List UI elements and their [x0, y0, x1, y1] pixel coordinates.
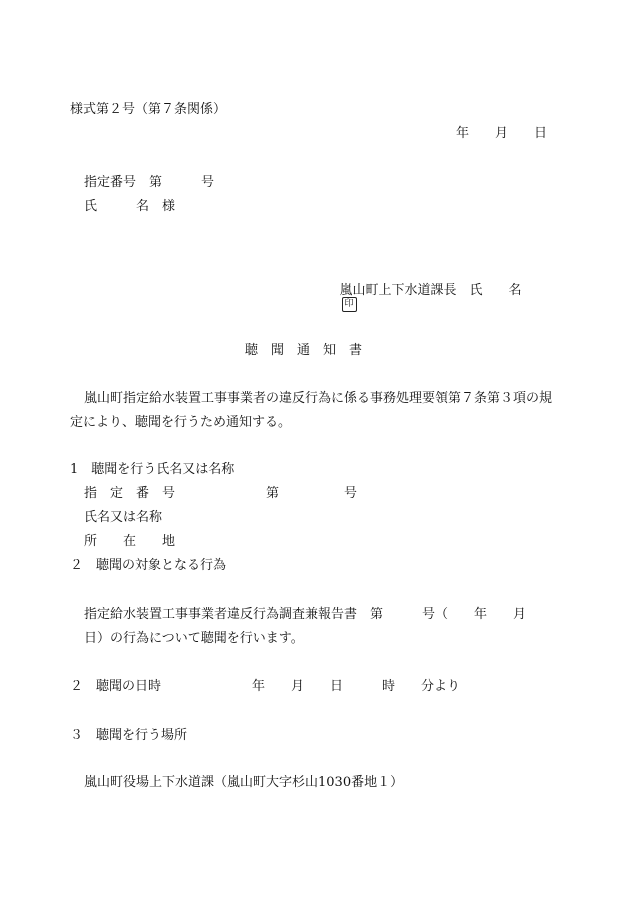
- section-1-name: 氏名又は名称: [84, 510, 163, 525]
- form-number: 様式第２号（第７条関係）: [70, 102, 227, 117]
- section-1-address: 所 在 地: [84, 534, 176, 549]
- sender-line: [323, 271, 522, 325]
- section-2-detail-2: 日）の行為について聴聞を行います。: [84, 631, 304, 646]
- section-2-heading: ２ 聴聞の対象となる行為: [70, 558, 227, 573]
- section-2-detail-1: 指定給水装置工事事業者違反行為調査兼報告書 第 号（ 年 月: [84, 607, 527, 622]
- section-3-place: 嵐山町役場上下水道課（嵐山町大字杉山1030番地１）: [84, 775, 404, 790]
- sender-title: 嵐山町上下水道課長 氏 名: [339, 283, 522, 298]
- document-title: 聴 聞 通 知 書: [245, 343, 363, 358]
- section-1-designation: 指 定 番 号 第 号: [84, 486, 358, 501]
- intro-line-2: 定により、聴聞を行うため通知する。: [70, 415, 292, 430]
- section-1-heading: 1 聴聞を行う氏名又は名称: [70, 462, 235, 477]
- section-3-heading: ３ 聴聞を行う場所: [70, 728, 188, 743]
- date-line: 年 月 日: [456, 126, 548, 141]
- recipient-designation: 指定番号 第 号: [84, 175, 215, 190]
- seal-mark: 印: [342, 297, 357, 312]
- intro-line-1: 嵐山町指定給水装置工事事業者の違反行為に係る事務処理要領第７条第３項の規: [84, 391, 553, 406]
- recipient-name: 氏 名 様: [84, 199, 176, 214]
- section-2-datetime: ２ 聴聞の日時 年 月 日 時 分より: [70, 679, 461, 694]
